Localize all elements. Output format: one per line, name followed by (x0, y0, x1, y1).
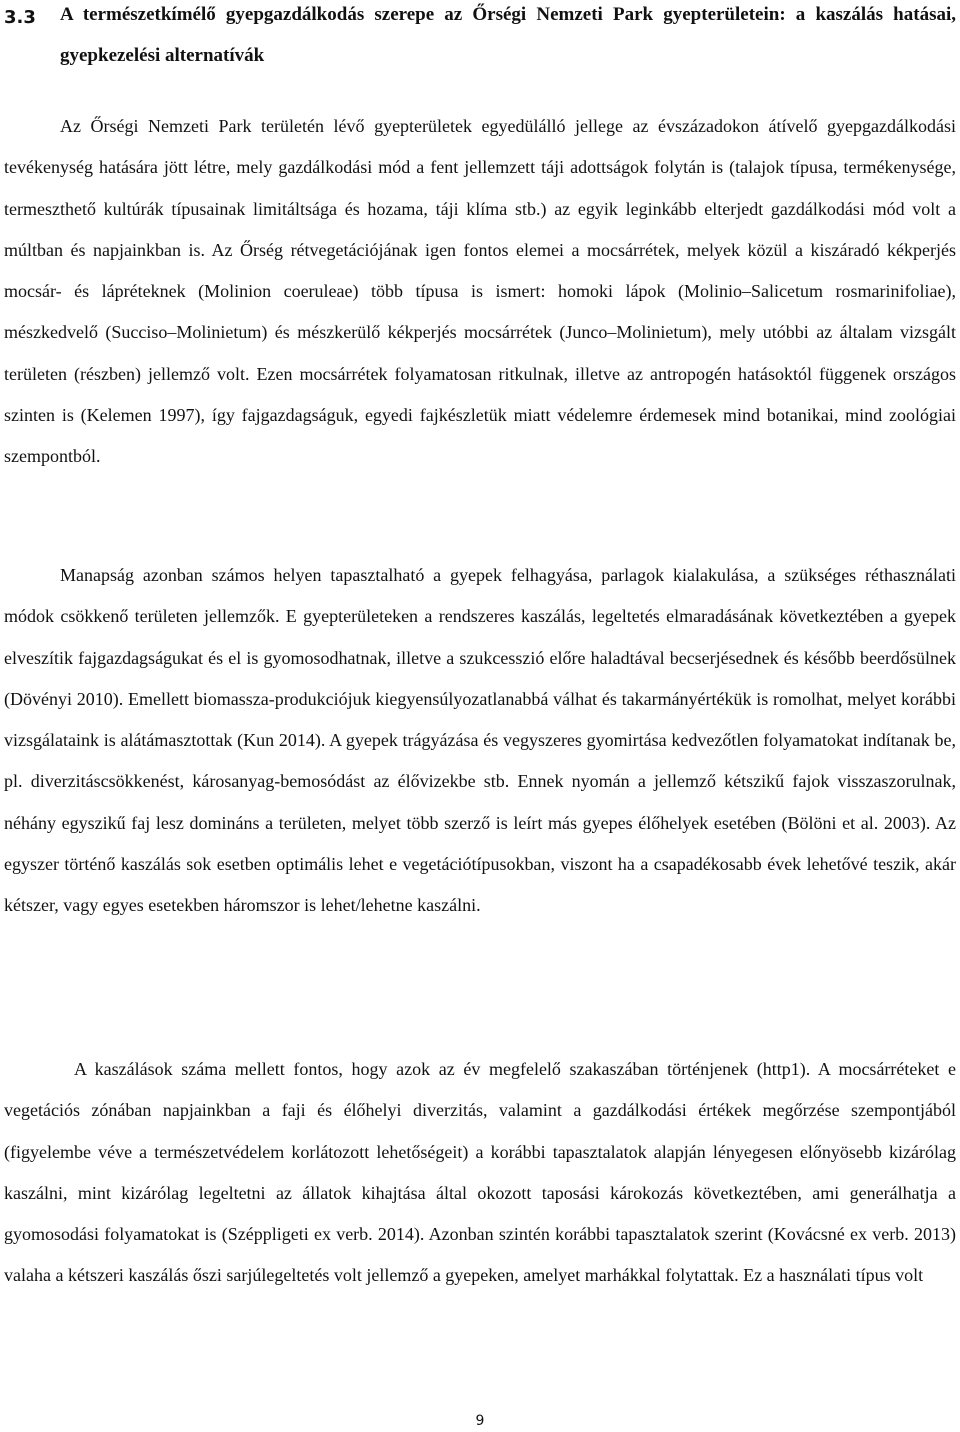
section-heading (0, 0, 960, 76)
page-number: 9 (475, 1413, 485, 1429)
paragraph-2: Manapság azonban számos helyen tapasztalható a gyepek felhagyása, parlagok kialakulása, a szükséges réthasználati módok csökkenő területen jellemzők. E gyepterületeken a rendszeres kaszálás, legeltetés elmaradásának következtében a gyepek elveszítik fajgazdagságukat és el is gyomosodhatnak, illetve a szukcesszió előre haladtával becserjésednek és később beerdősülnek (Dövényi 2010). Emellett biomassza-produkciójuk kiegyensúlyozatlanabbá válhat és takarmányértékük is romolhat, melyet korábbi vizsgálataink is alátámasztottak (Kun 2014). A gyepek trágyázása és vegyszeres gyomirtása kedvezőtlen folyamatokat indítanak be, pl. diverzitáscsökkenést, károsanyag-bemosódást az élővizekbe stb. Ennek nyomán a jellemző kétszikű fajok visszaszorulnak, néhány egyszikű faj lesz domináns a területen, melyet több szerző is leírt más gyepes élőhelyek esetében (Bölöni et al. 2003). Az egyszer történő kaszálás sok esetben optimális lehet e vegetációtípusokban, viszont ha a csapadékosabb évek lehetővé teszik, akár kétszer, vagy egyes esetekben háromszor is lehet/lehetne kaszálni. (4, 565, 956, 915)
paragraph-1: Az Őrségi Nemzeti Park területén lévő gyepterületek egyedülálló jellege az évszázadokon átívelő gyepgazdálkodási tevékenység hatására jött létre, mely gazdálkodási mód a fent jellemzett táji adottságok folytán is (talajok típusa, termékenysége, termeszthető kultúrák típusainak limitáltsága és hozama, táji klíma stb.) az egyik leginkább elterjedt gazdálkodási mód volt a múltban és napjainkban is. Az Őrség rétvegetációjának igen fontos elemei a mocsárrétek, melyek közül a kiszáradó kékperjés mocsár- és lápréteknek (Molinion coeruleae) több típusa is ismert: homoki lápok (Molinio–Salicetum rosmarinifoliae), mészkedvelő (Succiso–Molinietum) és mészkerülő kékperjés mocsárrétek (Junco–Molinietum), mely utóbbi az általam vizsgált területen (részben) jellemző volt. Ezen mocsárrétek folyamatosan ritkulnak, illetve az antropogén hatásoktól függenek országos szinten is (Kelemen 1997), így fajgazdagságuk, egyedi fajkészletük miatt védelemre érdemesek mind botanikai, mind zoológiai szempontból. (4, 116, 956, 466)
paragraph-3: A kaszálások száma mellett fontos, hogy azok az év megfelelő szakaszában történjenek (http1). A mocsárréteket e vegetációs zónában napjainkban a faji és élőhelyi diverzitás, valamint a gazdálkodási értékek megőrzése szempontjából (figyelembe véve a természetvédelem korlátozott lehetőségeit) a korábbi tapasztalatok alapján lényegesen előnyösebb kizárólag kaszálni, mint kizárólag legeltetni az állatok kihajtása által okozott taposási károkozás következtében, ami generálhatja a gyomosodási folyamatokat is (Széppligeti ex verb. 2014). Azonban szintén korábbi tapasztalatok szerint (Kovácsné ex verb. 2013) valaha a kétszeri kaszálás őszi sarjúlegeltetés volt jellemző a gyepeken, amelyet marhákkal folytattak. Ez a használati típus volt (4, 1059, 956, 1286)
section-number: 3.3 (4, 7, 36, 28)
section-title: A természetkímélő gyepgazdálkodás szerepe az Őrségi Nemzeti Park gyepterületein: a kaszálás hatásai, gyepkezelési alternatívák (60, 4, 956, 66)
